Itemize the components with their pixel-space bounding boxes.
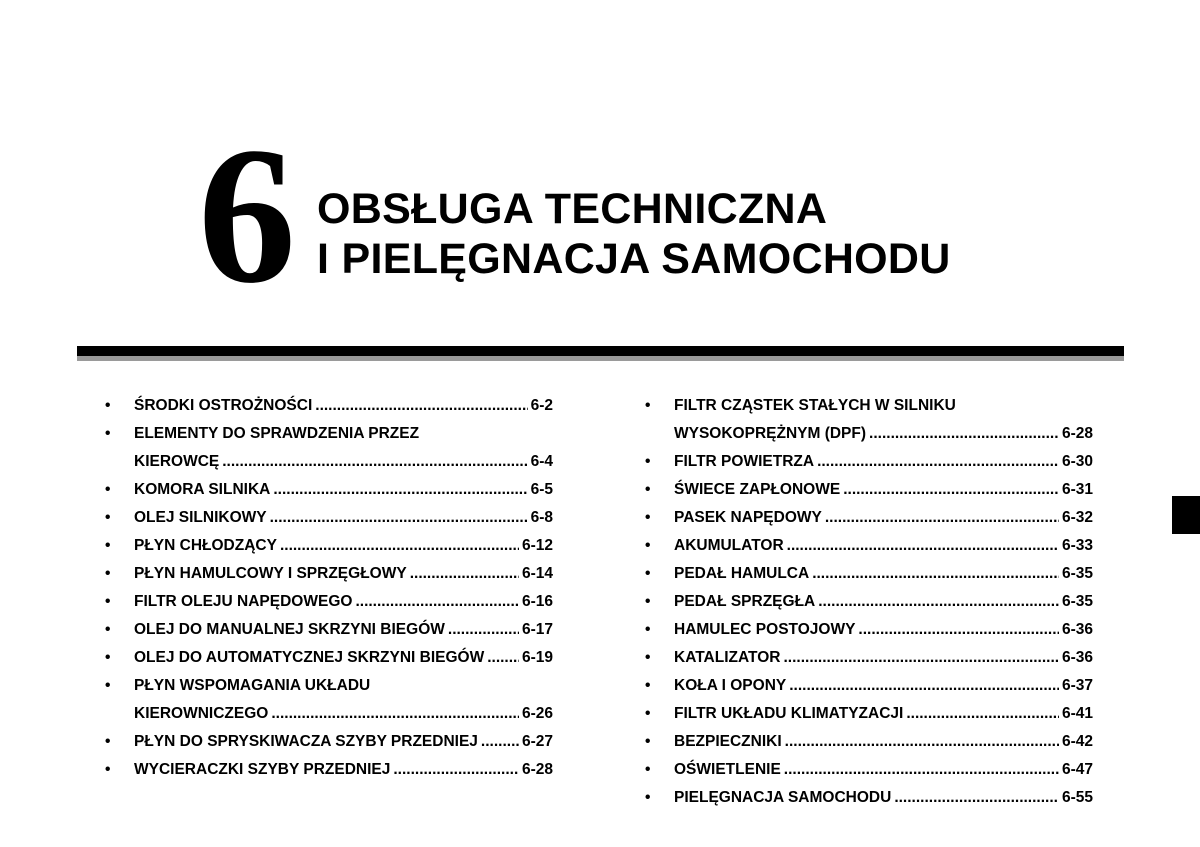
toc-page-number: 6-30: [1061, 453, 1093, 470]
toc-page-number: 6-36: [1061, 621, 1093, 638]
bullet-icon: •: [105, 565, 111, 582]
toc-entry-label: PEDAŁ HAMULCA: [674, 565, 810, 582]
toc-entry-label: OLEJ SILNIKOWY: [134, 509, 267, 526]
dot-leader: [843, 476, 1059, 504]
dot-leader: [817, 448, 1059, 476]
bullet-icon: •: [645, 593, 651, 610]
toc-entry[interactable]: [641, 392, 1093, 448]
toc-entry-label: KOŁA I OPONY: [674, 677, 787, 694]
toc-entry-label: PIELĘGNACJA SAMOCHODU: [674, 789, 892, 806]
bullet-icon: •: [645, 789, 651, 806]
toc-page-number: 6-12: [521, 537, 553, 554]
bullet-icon: •: [105, 649, 111, 666]
bullet-icon: •: [105, 481, 111, 498]
dot-leader: [273, 476, 527, 504]
toc-entry-label: OLEJ DO MANUALNEJ SKRZYNI BIEGÓW: [134, 621, 445, 638]
bullet-icon: •: [645, 565, 651, 582]
bullet-icon: •: [645, 621, 651, 638]
toc-entry-label: FILTR OLEJU NAPĘDOWEGO: [134, 593, 353, 610]
dot-leader: [448, 616, 519, 644]
toc-entry-label: PEDAŁ SPRZĘGŁA: [674, 593, 816, 610]
toc-entry[interactable]: [101, 644, 553, 672]
toc-page-number: 6-28: [521, 761, 553, 778]
dot-leader: [222, 448, 527, 476]
chapter-number: 6: [198, 107, 292, 324]
bullet-icon: •: [645, 397, 651, 414]
toc-page-number: 6-32: [1061, 509, 1093, 526]
toc-page-number: 6-4: [530, 453, 553, 470]
toc-entry[interactable]: [641, 672, 1093, 700]
toc-entry-label: ELEMENTY DO SPRAWDZENIA PRZEZ: [134, 425, 420, 442]
toc-entry-label: WYSOKOPRĘŻNYM (DPF): [674, 425, 867, 442]
toc-page-number: 6-2: [530, 397, 553, 414]
toc-page-number: 6-47: [1061, 761, 1093, 778]
dot-leader: [825, 504, 1059, 532]
toc-entry-label: ŚWIECE ZAPŁONOWE: [674, 481, 841, 498]
dot-leader: [858, 616, 1059, 644]
toc-entry-label: KATALIZATOR: [674, 649, 781, 666]
toc-entry[interactable]: [101, 504, 553, 532]
toc-entry[interactable]: [641, 700, 1093, 728]
dot-leader: [894, 784, 1059, 812]
toc-entry-label: OLEJ DO AUTOMATYCZNEJ SKRZYNI BIEGÓW: [134, 649, 485, 666]
bullet-icon: •: [645, 677, 651, 694]
toc-entry[interactable]: [101, 476, 553, 504]
bullet-icon: •: [105, 761, 111, 778]
toc-entry-label: PŁYN HAMULCOWY I SPRZĘGŁOWY: [134, 565, 407, 582]
toc-page-number: 6-28: [1061, 425, 1093, 442]
toc-entry[interactable]: [101, 616, 553, 644]
toc-right-column: [641, 392, 1093, 812]
bullet-icon: •: [645, 509, 651, 526]
toc-entry[interactable]: [101, 420, 553, 476]
toc-entry[interactable]: [641, 728, 1093, 756]
toc-entry-label: HAMULEC POSTOJOWY: [674, 621, 856, 638]
toc-page-number: 6-42: [1061, 733, 1093, 750]
toc-entry-label: FILTR POWIETRZA: [674, 453, 815, 470]
dot-leader: [787, 532, 1059, 560]
toc-entry-label: AKUMULATOR: [674, 537, 784, 554]
bullet-icon: •: [105, 425, 111, 442]
toc-page-number: 6-36: [1061, 649, 1093, 666]
toc-page-number: 6-37: [1061, 677, 1093, 694]
toc-page-number: 6-41: [1061, 705, 1093, 722]
toc-entry-label: ŚRODKI OSTROŻNOŚCI: [134, 397, 313, 414]
bullet-icon: •: [105, 537, 111, 554]
toc-page-number: 6-17: [521, 621, 553, 638]
bullet-icon: •: [645, 733, 651, 750]
toc-entry[interactable]: [101, 728, 553, 756]
chapter-title-line-1: OBSŁUGA TECHNICZNA: [317, 185, 828, 233]
toc-left-column: [101, 392, 553, 784]
chapter-tab-marker: [1172, 496, 1200, 534]
toc-entry-label: PASEK NAPĘDOWY: [674, 509, 822, 526]
toc-entry[interactable]: [641, 588, 1093, 616]
bullet-icon: •: [645, 537, 651, 554]
toc-entry[interactable]: [101, 672, 553, 728]
toc-entry-label: KOMORA SILNIKA: [134, 481, 271, 498]
bullet-icon: •: [645, 481, 651, 498]
dot-leader: [271, 700, 519, 728]
toc-page-number: 6-5: [530, 481, 553, 498]
chapter-title: [317, 184, 951, 284]
toc-page-number: 6-35: [1061, 565, 1093, 582]
toc-entry[interactable]: [101, 560, 553, 588]
bullet-icon: •: [645, 453, 651, 470]
bullet-icon: •: [645, 705, 651, 722]
toc-entry-label: WYCIERACZKI SZYBY PRZEDNIEJ: [134, 761, 391, 778]
toc-entry[interactable]: [101, 532, 553, 560]
toc-page-number: 6-8: [530, 509, 553, 526]
dot-leader: [481, 728, 519, 756]
toc-entry[interactable]: [641, 784, 1093, 812]
dot-leader: [818, 588, 1059, 616]
dot-leader: [783, 644, 1058, 672]
bullet-icon: •: [105, 677, 111, 694]
bullet-icon: •: [105, 509, 111, 526]
bullet-icon: •: [105, 593, 111, 610]
header-divider: [77, 346, 1124, 361]
toc-entry-label: KIEROWCĘ: [134, 453, 220, 470]
dot-leader: [270, 504, 528, 532]
toc-entry-label: FILTR CZĄSTEK STAŁYCH W SILNIKU: [674, 397, 956, 414]
toc-entry-label: FILTR UKŁADU KLIMATYZACJI: [674, 705, 904, 722]
toc-entry-label: OŚWIETLENIE: [674, 761, 781, 778]
toc-entry[interactable]: [101, 588, 553, 616]
dot-leader: [315, 392, 527, 420]
dot-leader: [410, 560, 519, 588]
dot-leader: [487, 644, 519, 672]
toc-page-number: 6-16: [521, 593, 553, 610]
toc-page-number: 6-26: [521, 705, 553, 722]
dot-leader: [393, 756, 519, 784]
dot-leader: [906, 700, 1059, 728]
chapter-title-line-2: I PIELĘGNACJA SAMOCHODU: [317, 235, 951, 283]
toc-page-number: 6-55: [1061, 789, 1093, 806]
dot-leader: [789, 672, 1059, 700]
toc-entry[interactable]: [641, 756, 1093, 784]
toc-entry-label: PŁYN CHŁODZĄCY: [134, 537, 277, 554]
toc-page-number: 6-31: [1061, 481, 1093, 498]
toc-entry[interactable]: [641, 616, 1093, 644]
toc-entry[interactable]: [641, 532, 1093, 560]
bullet-icon: •: [105, 621, 111, 638]
bullet-icon: •: [105, 733, 111, 750]
bullet-icon: •: [105, 397, 111, 414]
dot-leader: [355, 588, 519, 616]
toc-page-number: 6-27: [521, 733, 553, 750]
toc-page-number: 6-19: [521, 649, 553, 666]
toc-page-number: 6-33: [1061, 537, 1093, 554]
toc-entry-label: PŁYN DO SPRYSKIWACZA SZYBY PRZEDNIEJ: [134, 733, 478, 750]
toc-entry-label: KIEROWNICZEGO: [134, 705, 269, 722]
toc-entry[interactable]: [641, 504, 1093, 532]
toc-entry[interactable]: [641, 560, 1093, 588]
toc-entry-label: PŁYN WSPOMAGANIA UKŁADU: [134, 677, 371, 694]
dot-leader: [784, 756, 1059, 784]
bullet-icon: •: [645, 649, 651, 666]
dot-leader: [280, 532, 519, 560]
toc-page-number: 6-14: [521, 565, 553, 582]
toc-entry[interactable]: [641, 448, 1093, 476]
bullet-icon: •: [645, 761, 651, 778]
toc-entry[interactable]: [101, 756, 553, 784]
dot-leader: [812, 560, 1059, 588]
toc-page-number: 6-35: [1061, 593, 1093, 610]
toc-entry[interactable]: [101, 392, 553, 420]
dot-leader: [785, 728, 1059, 756]
toc-entry[interactable]: [641, 476, 1093, 504]
toc-entry-label: BEZPIECZNIKI: [674, 733, 782, 750]
toc-entry[interactable]: [641, 644, 1093, 672]
dot-leader: [869, 420, 1059, 448]
